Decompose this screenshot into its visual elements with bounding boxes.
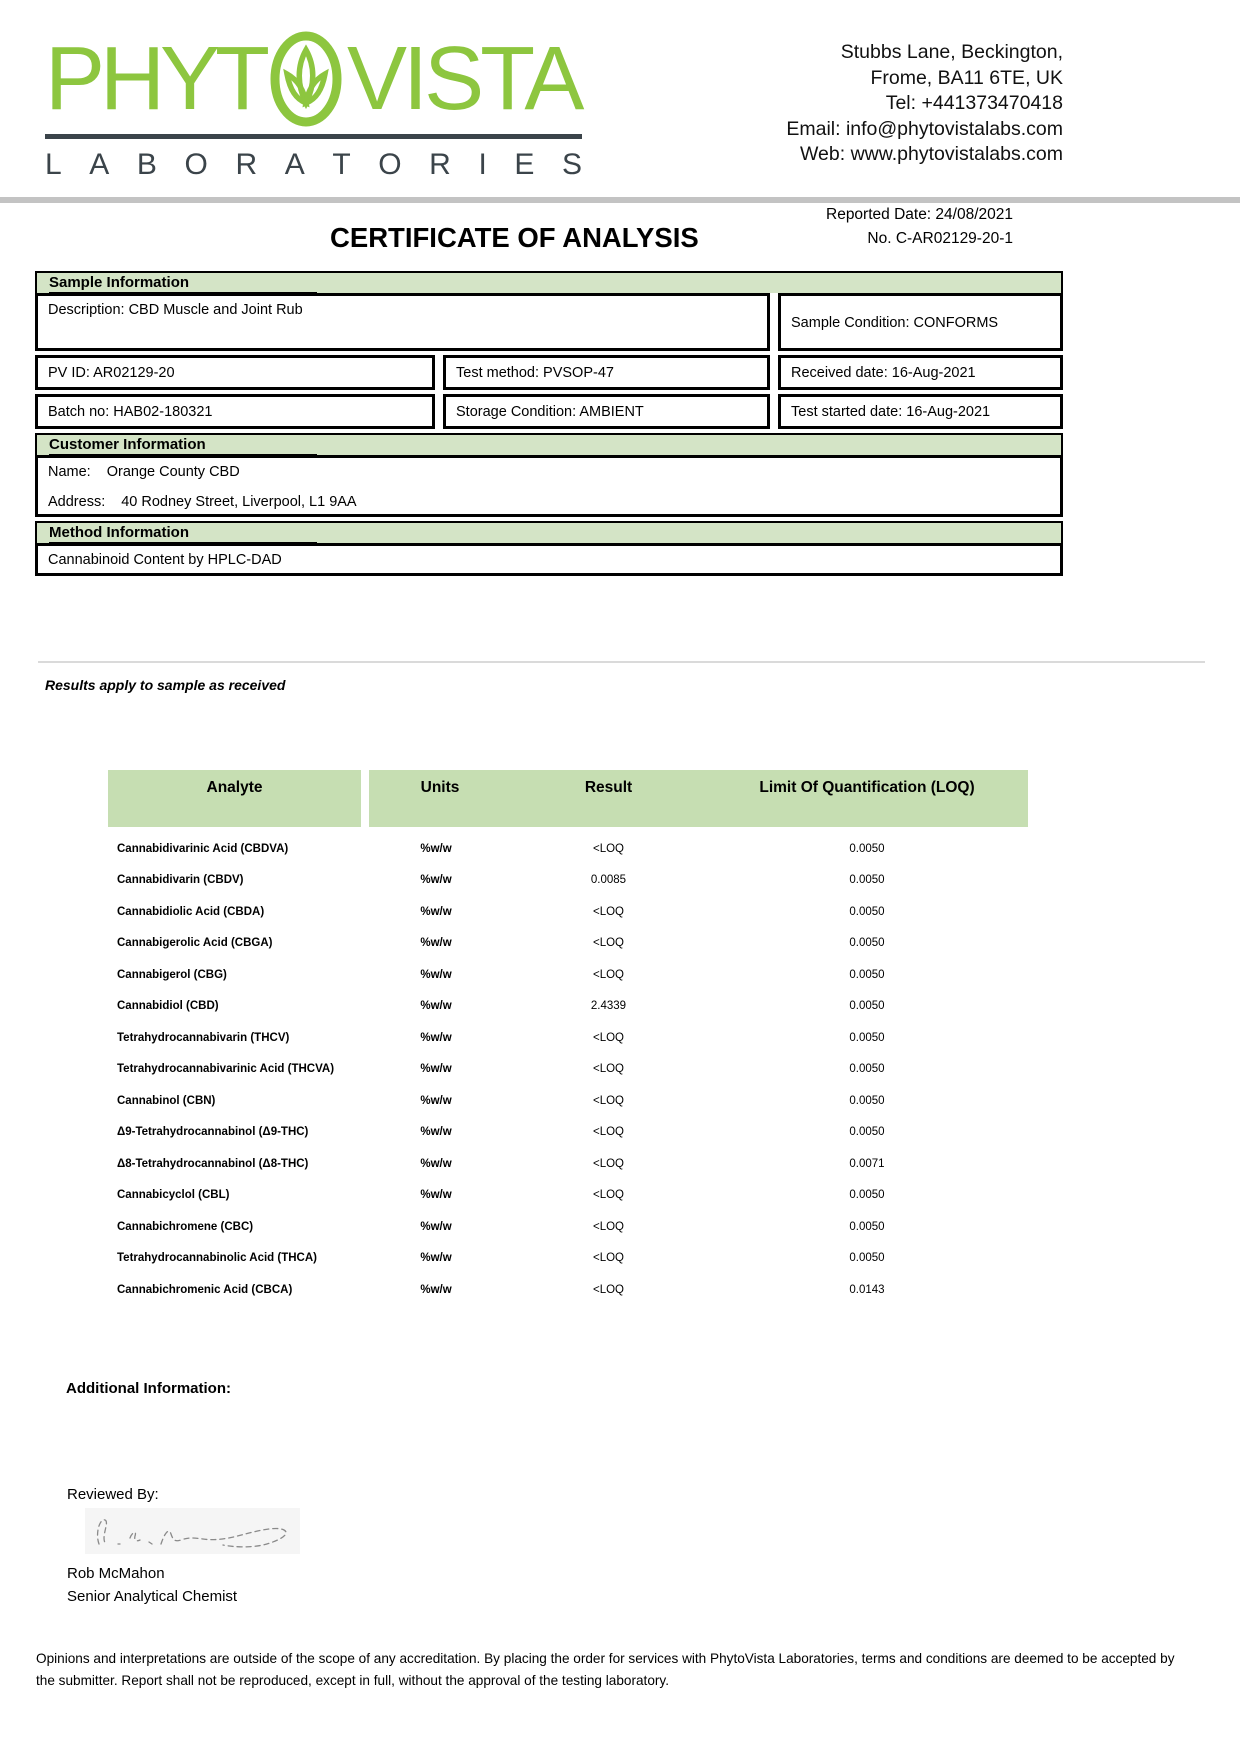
- results-table-body: [108, 827, 1028, 1306]
- sample-info-header: [35, 271, 1063, 293]
- logo-subtitle: L A B O R A T O R I E S: [45, 148, 582, 181]
- analyte-name: Cannabigerolic Acid (CBGA): [117, 937, 273, 950]
- units-value: %w/w: [420, 1220, 452, 1233]
- analyte-name: Cannabicyclol (CBL): [117, 1189, 230, 1202]
- contact-web: Web: www.phytovistalabs.com: [800, 143, 1063, 165]
- loq-value: 0.0050: [849, 1189, 885, 1202]
- result-value: <LOQ: [592, 937, 624, 950]
- contact-address-line2: Frome, BA11 6TE, UK: [870, 66, 1063, 89]
- header-divider-rule: [0, 197, 1240, 203]
- reviewer-name: Rob McMahon: [67, 1565, 165, 1582]
- footer-disclaimer: Opinions and interpretations are outside of the scope of any accreditation. By placing the order for services with PhytoVista Laboratories, terms and conditions are deemed to be accepted by the submitter. Report shall not be reproduced, except in full, without the approval of the testing laboratory.: [36, 1651, 1175, 1688]
- units-value: %w/w: [420, 937, 452, 950]
- analyte-name: Δ9-Tetrahydrocannabinol (Δ9-THC): [117, 1126, 309, 1139]
- page-title: CERTIFICATE OF ANALYSIS: [330, 222, 699, 253]
- results-table-row: [108, 928, 1028, 960]
- contact-phone: Tel: +441373470418: [885, 92, 1063, 114]
- test-started-date: Test started date: 16-Aug-2021: [778, 394, 1063, 429]
- loq-value: 0.0050: [849, 1252, 885, 1265]
- signature: [85, 1508, 300, 1558]
- column-header-loq: Limit Of Quantification (LOQ): [706, 770, 1028, 827]
- sample-info-row-ids: [35, 355, 1063, 390]
- units-value: %w/w: [420, 1252, 452, 1265]
- loq-value: 0.0143: [849, 1283, 885, 1296]
- results-table-row: [108, 1117, 1028, 1149]
- contact-address-line1: Stubbs Lane, Beckington,: [840, 41, 1063, 63]
- method-info-header: [35, 521, 1063, 543]
- customer-name-line: [48, 464, 1050, 480]
- method-info-header-label: Method Information: [49, 524, 317, 544]
- sample-info-row-batch: [35, 394, 1063, 429]
- analyte-name: Cannabidivarinic Acid (CBDVA): [117, 842, 289, 855]
- result-value: <LOQ: [592, 1283, 624, 1296]
- loq-value: 0.0050: [849, 874, 885, 887]
- units-value: %w/w: [420, 1126, 452, 1139]
- result-value: 2.4339: [590, 1000, 627, 1013]
- units-value: %w/w: [420, 1031, 452, 1044]
- reviewed-by-label: Reviewed By:: [67, 1486, 159, 1503]
- result-value: <LOQ: [592, 842, 624, 855]
- results-table-row: [108, 833, 1028, 865]
- customer-name: Orange County CBD: [106, 464, 240, 480]
- leaf-o-icon: [268, 30, 344, 128]
- customer-address-label: Address:: [48, 494, 106, 510]
- units-value: %w/w: [420, 1063, 452, 1076]
- additional-info-label: Additional Information:: [66, 1380, 231, 1397]
- loq-value: 0.0050: [849, 1031, 885, 1044]
- units-value: %w/w: [420, 1157, 452, 1170]
- loq-value: 0.0071: [849, 1157, 885, 1170]
- result-value: <LOQ: [592, 1094, 624, 1107]
- results-table-row: [108, 1243, 1028, 1275]
- results-table-row: [108, 1022, 1028, 1054]
- result-value: <LOQ: [592, 905, 624, 918]
- results-table-header: [108, 770, 1028, 827]
- analyte-name: Cannabigerol (CBG): [117, 968, 227, 981]
- analyte-name: Tetrahydrocannabivarin (THCV): [117, 1031, 290, 1044]
- analyte-name: Tetrahydrocannabinolic Acid (THCA): [117, 1252, 317, 1265]
- units-value: %w/w: [420, 968, 452, 981]
- results-table-row: [108, 1148, 1028, 1180]
- logo-text-end: VISTA: [347, 28, 581, 129]
- sample-info-header-label: Sample Information: [49, 274, 317, 294]
- analyte-name: Cannabinol (CBN): [117, 1094, 216, 1107]
- sample-info-row-description: [35, 293, 1063, 351]
- customer-address: 40 Rodney Street, Liverpool, L1 9AA: [121, 494, 357, 510]
- customer-details: [35, 455, 1063, 517]
- logo-divider: [45, 134, 582, 139]
- result-value: <LOQ: [592, 1252, 624, 1265]
- result-value: <LOQ: [592, 1189, 624, 1202]
- analyte-name: Cannabidiol (CBD): [117, 1000, 219, 1013]
- report-number: No. C-AR02129-20-1: [867, 230, 1013, 247]
- results-table-row: [108, 1211, 1028, 1243]
- logo-text-start: PHYT: [45, 28, 266, 129]
- units-value: %w/w: [420, 1094, 452, 1107]
- results-table-row: [108, 1085, 1028, 1117]
- signature-scribble-icon: [85, 1508, 300, 1554]
- analyte-name: Tetrahydrocannabivarinic Acid (THCVA): [117, 1063, 335, 1076]
- customer-info-row: [35, 455, 1063, 517]
- loq-value: 0.0050: [849, 905, 885, 918]
- result-value: <LOQ: [592, 1031, 624, 1044]
- results-note: Results apply to sample as received: [45, 677, 286, 693]
- analyte-name: Cannabichromene (CBC): [117, 1220, 254, 1233]
- results-table-row: [108, 865, 1028, 897]
- result-value: <LOQ: [592, 1220, 624, 1233]
- result-value: <LOQ: [592, 1126, 624, 1139]
- received-date: Received date: 16-Aug-2021: [778, 355, 1063, 390]
- loq-value: 0.0050: [849, 1126, 885, 1139]
- results-table-row: [108, 991, 1028, 1023]
- results-table-row: [108, 1054, 1028, 1086]
- lab-contact-info: [786, 40, 1063, 168]
- column-header-analyte: Analyte: [108, 770, 361, 827]
- result-value: <LOQ: [592, 1157, 624, 1170]
- result-value: 0.0085: [590, 874, 627, 887]
- contact-email: Email: info@phytovistalabs.com: [786, 117, 1063, 140]
- result-value: <LOQ: [592, 1063, 624, 1076]
- signature-block: [67, 1486, 300, 1605]
- column-header-units: Units: [361, 770, 511, 827]
- units-value: %w/w: [420, 1189, 452, 1202]
- phytovista-logo: [45, 30, 582, 182]
- info-tables: [35, 271, 1063, 576]
- loq-value: 0.0050: [849, 1063, 885, 1076]
- column-header-result: Result: [511, 770, 706, 827]
- customer-info-header-label: Customer Information: [49, 436, 317, 456]
- loq-value: 0.0050: [849, 968, 885, 981]
- batch-no: Batch no: HAB02-180321: [35, 394, 435, 429]
- test-method: Test method: PVSOP-47: [443, 355, 770, 390]
- results-table-row: [108, 1274, 1028, 1306]
- analyte-name: Cannabidiolic Acid (CBDA): [117, 905, 265, 918]
- loq-value: 0.0050: [849, 1094, 885, 1107]
- units-value: %w/w: [420, 1000, 452, 1013]
- units-value: %w/w: [420, 905, 452, 918]
- reported-date: Reported Date: 24/08/2021: [826, 206, 1013, 223]
- customer-name-label: Name:: [48, 464, 91, 480]
- units-value: %w/w: [420, 842, 452, 855]
- results-table-row: [108, 1180, 1028, 1212]
- loq-value: 0.0050: [849, 937, 885, 950]
- method-info-row: [35, 543, 1063, 576]
- result-value: <LOQ: [592, 968, 624, 981]
- storage-condition: Storage Condition: AMBIENT: [443, 394, 770, 429]
- analyte-name: Cannabichromenic Acid (CBCA): [117, 1283, 293, 1296]
- units-value: %w/w: [420, 874, 452, 887]
- logo-wordmark: [45, 30, 582, 128]
- pv-id: PV ID: AR02129-20: [35, 355, 435, 390]
- method-name: Cannabinoid Content by HPLC-DAD: [35, 543, 1063, 576]
- loq-value: 0.0050: [849, 842, 885, 855]
- sample-condition: Sample Condition: CONFORMS: [778, 293, 1063, 351]
- report-meta: [826, 203, 1013, 251]
- results-table: [108, 770, 1028, 1306]
- customer-address-line: [48, 494, 1050, 510]
- results-table-row: [108, 896, 1028, 928]
- reviewer-role: Senior Analytical Chemist: [67, 1588, 238, 1605]
- loq-value: 0.0050: [849, 1000, 885, 1013]
- analyte-name: Cannabidivarin (CBDV): [117, 874, 244, 887]
- loq-value: 0.0050: [849, 1220, 885, 1233]
- sample-description: Description: CBD Muscle and Joint Rub: [35, 293, 770, 351]
- results-divider-rule: [38, 661, 1205, 663]
- results-table-row: [108, 959, 1028, 991]
- units-value: %w/w: [420, 1283, 452, 1296]
- customer-info-header: [35, 433, 1063, 455]
- analyte-name: Δ8-Tetrahydrocannabinol (Δ8-THC): [117, 1157, 309, 1170]
